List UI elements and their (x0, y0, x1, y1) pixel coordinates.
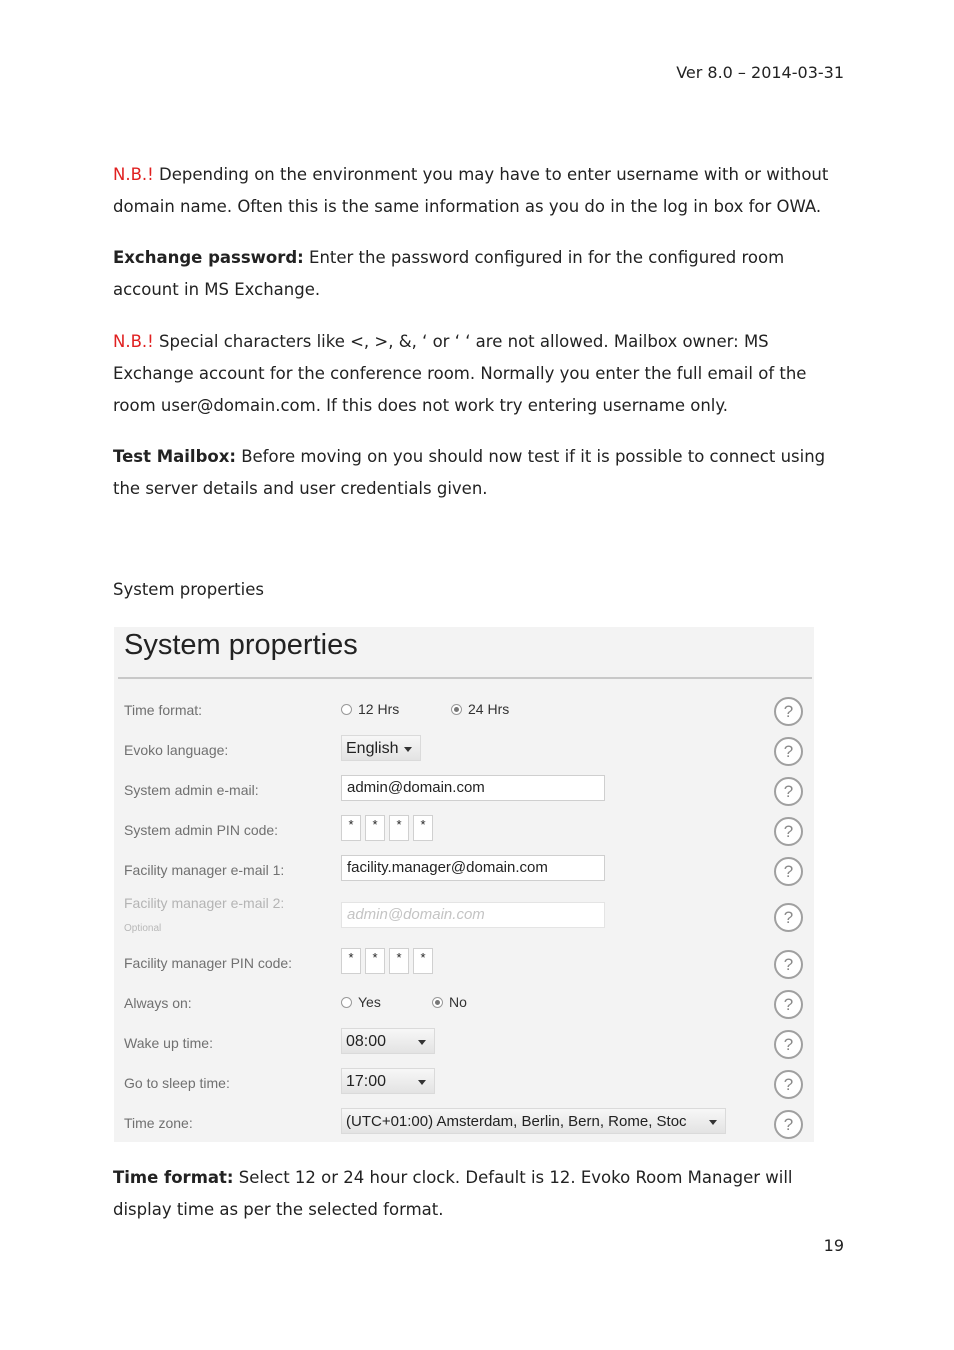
paragraph-nb-username (113, 159, 845, 223)
help-icon[interactable]: ? (774, 697, 803, 726)
paragraph-text: Enter the password configured in for the configured room account in MS Exchange. (113, 248, 785, 299)
pin-digit-input[interactable]: * (389, 948, 409, 974)
paragraph-test-mailbox (113, 441, 845, 505)
term-exchange-password: Exchange password: (113, 248, 304, 267)
chevron-down-icon (709, 1120, 717, 1125)
radio-label: 12 Hrs (358, 701, 400, 717)
admin-email-label: System admin e-mail: (124, 782, 259, 798)
radio-yes[interactable] (341, 994, 381, 1010)
language-label: Evoko language: (124, 742, 229, 758)
paragraph-nb-special-characters (113, 326, 845, 422)
time-zone-label: Time zone: (124, 1115, 193, 1131)
always-on-label: Always on: (124, 995, 192, 1011)
fm-email-1-row (114, 855, 814, 887)
fm-email-2-row (114, 895, 814, 941)
page-number: 19 (823, 1236, 844, 1255)
admin-pin-fields (341, 815, 437, 841)
paragraph-text: Select 12 or 24 hour clock. Default is 12. Evoko Room Manager will display time as per the selected format. (113, 1168, 793, 1219)
pin-digit-input[interactable]: * (365, 948, 385, 974)
admin-pin-label: System admin PIN code: (124, 822, 279, 838)
panel-title: System properties (124, 629, 358, 661)
chevron-down-icon (418, 1080, 426, 1085)
radio-button-selected[interactable] (432, 997, 443, 1008)
time-zone-value: (UTC+01:00) Amsterdam, Berlin, Bern, Rome, Stoc (346, 1113, 687, 1130)
admin-pin-row (114, 815, 814, 847)
paragraph-text: Special characters like <, >, &, ‘ or ‘ ‘ are not allowed. Mailbox owner: MS Exchange account for the conference room. Normally you enter the full email of the room user@domain.com. If this does not work try entering username only. (113, 332, 807, 415)
nb-marker: N.B.! (113, 165, 154, 184)
pin-digit-input[interactable]: * (341, 948, 361, 974)
help-icon[interactable]: ? (774, 903, 803, 932)
wake-up-time-select[interactable] (341, 1028, 435, 1054)
always-on-row (114, 988, 814, 1020)
fm-pin-fields (341, 948, 437, 974)
help-icon[interactable]: ? (774, 777, 803, 806)
help-icon[interactable]: ? (774, 817, 803, 846)
radio-label: 24 Hrs (468, 701, 510, 717)
pin-digit-input[interactable]: * (413, 948, 433, 974)
language-value: English (346, 740, 399, 757)
help-icon[interactable]: ? (774, 1070, 803, 1099)
chevron-down-icon (404, 747, 412, 752)
section-heading: System properties (113, 580, 264, 599)
radio-label: Yes (358, 994, 381, 1010)
fm-pin-label: Facility manager PIN code: (124, 955, 293, 971)
radio-button[interactable] (341, 997, 352, 1008)
admin-email-row (114, 775, 814, 807)
paragraph-text: Depending on the environment you may have to enter username with or without domain name. Often this is the same information as you do in the log in box for OWA. (113, 165, 829, 216)
fm-email-2-input[interactable]: admin@domain.com (341, 902, 605, 928)
paragraph-text: Before moving on you should now test if it is possible to connect using the server details and user credentials given. (113, 447, 826, 498)
radio-no[interactable] (432, 994, 467, 1010)
optional-label: Optional (124, 923, 162, 934)
paragraph-exchange-password (113, 242, 845, 306)
sleep-time-value: 17:00 (346, 1073, 387, 1090)
system-properties-panel (114, 627, 814, 1142)
chevron-down-icon (418, 1040, 426, 1045)
time-zone-row (114, 1108, 814, 1140)
wake-up-time-label: Wake up time: (124, 1035, 213, 1051)
radio-button[interactable] (341, 704, 352, 715)
fm-email-2-label: Facility manager e-mail 2: (124, 895, 285, 911)
help-icon[interactable]: ? (774, 737, 803, 766)
pin-digit-input[interactable]: * (365, 815, 385, 841)
radio-label: No (449, 994, 467, 1010)
pin-digit-input[interactable]: * (413, 815, 433, 841)
sleep-time-select[interactable] (341, 1068, 435, 1094)
fm-pin-row (114, 948, 814, 980)
fm-email-1-input[interactable]: facility.manager@domain.com (341, 855, 605, 881)
language-row (114, 735, 814, 767)
pin-digit-input[interactable]: * (341, 815, 361, 841)
time-zone-select[interactable] (341, 1108, 726, 1134)
version-header: Ver 8.0 – 2014-03-31 (676, 63, 844, 82)
help-icon[interactable]: ? (774, 1030, 803, 1059)
nb-marker: N.B.! (113, 332, 154, 351)
radio-button-selected[interactable] (451, 704, 462, 715)
pin-digit-input[interactable]: * (389, 815, 409, 841)
panel-divider (118, 677, 812, 679)
language-select[interactable] (341, 735, 421, 761)
help-icon[interactable]: ? (774, 990, 803, 1019)
time-format-label: Time format: (124, 702, 203, 718)
sleep-time-row (114, 1068, 814, 1100)
term-test-mailbox: Test Mailbox: (113, 447, 236, 466)
term-time-format: Time format: (113, 1168, 234, 1187)
help-icon[interactable]: ? (774, 950, 803, 979)
wake-up-time-row (114, 1028, 814, 1060)
sleep-time-label: Go to sleep time: (124, 1075, 230, 1091)
fm-email-1-label: Facility manager e-mail 1: (124, 862, 285, 878)
help-icon[interactable]: ? (774, 1110, 803, 1139)
radio-24-hrs[interactable] (451, 701, 509, 717)
help-icon[interactable]: ? (774, 857, 803, 886)
admin-email-input[interactable]: admin@domain.com (341, 775, 605, 801)
time-format-row (114, 695, 814, 727)
paragraph-time-format (113, 1162, 845, 1226)
wake-up-time-value: 08:00 (346, 1033, 387, 1050)
radio-12-hrs[interactable] (341, 701, 399, 717)
